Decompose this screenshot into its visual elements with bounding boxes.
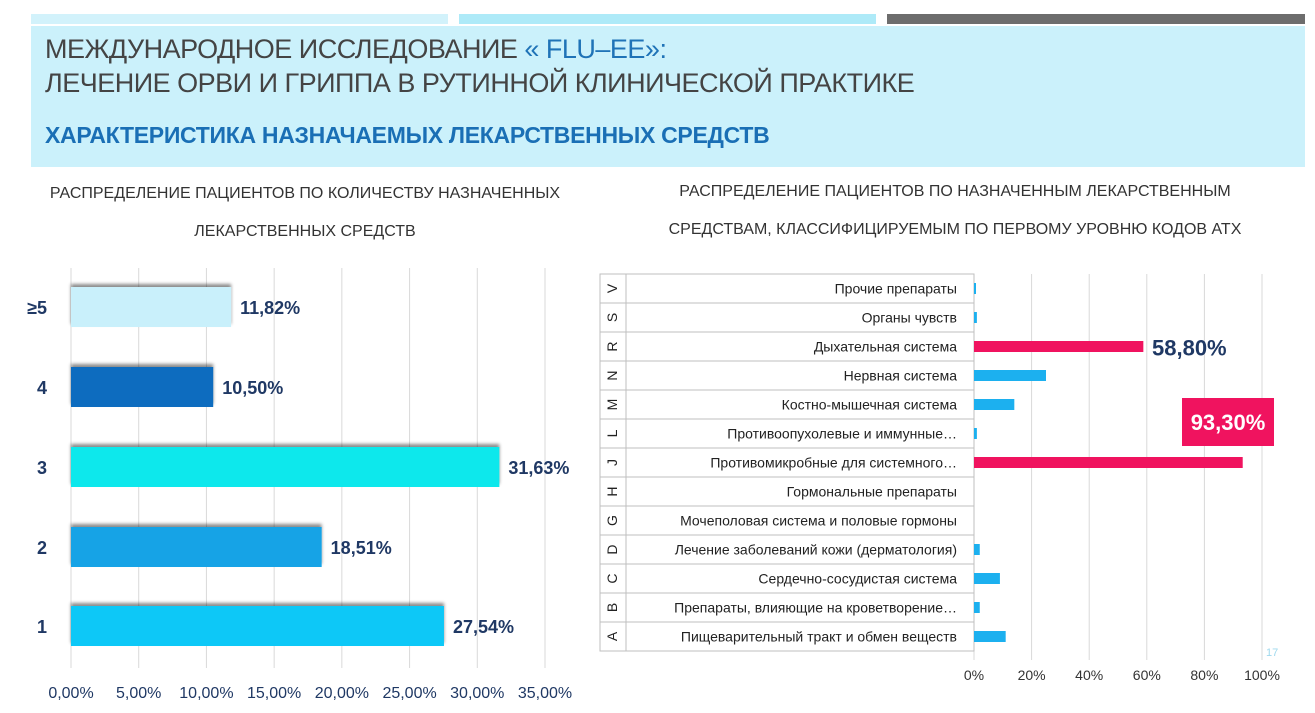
left-chart-title-line2: ЛЕКАРСТВЕННЫХ СРЕДСТВ bbox=[194, 223, 416, 240]
atc-category-label: Костно-мышечная система bbox=[781, 396, 957, 413]
left-x-tick-label: 5,00% bbox=[116, 685, 162, 702]
atc-code-label: V bbox=[604, 283, 620, 294]
highlight-value-label: 58,80% bbox=[1152, 335, 1227, 361]
left-value-label: 11,82% bbox=[240, 298, 301, 318]
left-bar bbox=[71, 606, 444, 646]
right-bar-chart bbox=[600, 274, 1280, 683]
right-x-tick-label: 100% bbox=[1244, 667, 1280, 683]
right-x-tick-label: 20% bbox=[1017, 667, 1046, 683]
atc-category-label: Препараты, влияющие на кроветворение… bbox=[674, 599, 957, 616]
right-bar bbox=[974, 341, 1143, 352]
right-chart-title-line1: РАСПРЕДЕЛЕНИЕ ПАЦИЕНТОВ ПО НАЗНАЧЕННЫМ ЛЕКАРСТВЕННЫМ bbox=[679, 183, 1231, 200]
left-chart-title-line1: РАСПРЕДЕЛЕНИЕ ПАЦИЕНТОВ ПО КОЛИЧЕСТВУ НАЗНАЧЕННЫХ bbox=[49, 185, 561, 202]
atc-category-label: Мочеполовая система и половые гормоны bbox=[680, 512, 957, 529]
atc-category-label: Противомикробные для системного… bbox=[710, 454, 957, 471]
right-bar bbox=[974, 428, 977, 439]
atc-code-label: N bbox=[604, 370, 620, 381]
atc-code-label: G bbox=[604, 515, 620, 526]
title-prefix: МЕЖДУНАРОДНОЕ ИССЛЕДОВАНИЕ bbox=[45, 34, 518, 64]
right-x-tick-label: 60% bbox=[1132, 667, 1161, 683]
atc-code-label: B bbox=[604, 602, 620, 613]
atc-code-label: M bbox=[604, 398, 620, 411]
left-value-label: 10,50% bbox=[222, 378, 284, 398]
atc-code-label: J bbox=[604, 459, 620, 466]
right-bar bbox=[974, 283, 976, 294]
atc-category-label: Пищеварительный тракт и обмен веществ bbox=[680, 628, 957, 645]
right-chart-title-line2: СРЕДСТВАМ, КЛАССИФИЦИРУЕМЫМ ПО ПЕРВОМУ УРОВНЮ КОДОВ АТХ bbox=[668, 221, 1242, 238]
slide-title-line2: ЛЕЧЕНИЕ ОРВИ И ГРИППА В РУТИННОЙ КЛИНИЧЕСКОЙ ПРАКТИКЕ bbox=[45, 68, 915, 98]
left-x-tick-label: 25,00% bbox=[382, 685, 437, 702]
atc-category-label: Гормональные препараты bbox=[786, 483, 957, 500]
right-bar bbox=[974, 457, 1243, 468]
left-x-tick-label: 10,00% bbox=[179, 685, 234, 702]
study-name: « FLU–EE»: bbox=[524, 34, 667, 64]
left-category-label: 3 bbox=[36, 458, 47, 478]
right-bar bbox=[974, 544, 980, 555]
atc-category-label: Противоопухолевые и иммунные… bbox=[727, 425, 957, 442]
atc-code-label: S bbox=[604, 312, 620, 323]
atc-code-label: C bbox=[604, 573, 620, 584]
left-bar bbox=[71, 527, 322, 567]
left-category-label: 1 bbox=[36, 617, 47, 637]
left-value-label: 18,51% bbox=[330, 538, 392, 558]
left-x-tick-label: 15,00% bbox=[247, 685, 302, 702]
right-bar bbox=[974, 399, 1014, 410]
left-bar bbox=[71, 367, 213, 407]
slide-subtitle: ХАРАКТЕРИСТИКА НАЗНАЧАЕМЫХ ЛЕКАРСТВЕННЫХ СРЕДСТВ bbox=[45, 122, 770, 148]
atc-code-label: A bbox=[604, 631, 620, 642]
left-bar bbox=[71, 287, 231, 327]
left-category-label: 4 bbox=[36, 378, 47, 398]
atc-category-label: Нервная система bbox=[843, 367, 957, 384]
left-value-label: 31,63% bbox=[508, 458, 570, 478]
right-bar bbox=[974, 370, 1046, 381]
atc-category-label: Лечение заболеваний кожи (дерматология) bbox=[674, 541, 957, 558]
left-x-tick-label: 35,00% bbox=[517, 685, 573, 702]
left-x-tick-label: 30,00% bbox=[450, 685, 505, 702]
atc-category-label: Органы чувств bbox=[861, 309, 957, 326]
atc-category-label: Сердечно-сосудистая система bbox=[758, 570, 957, 587]
right-bar bbox=[974, 312, 977, 323]
highlight-callout-label: 93,30% bbox=[1190, 410, 1266, 435]
left-bar bbox=[71, 447, 499, 487]
right-x-tick-label: 80% bbox=[1190, 667, 1219, 683]
left-category-label: 2 bbox=[36, 538, 47, 558]
left-value-label: 27,54% bbox=[452, 617, 515, 637]
right-bar bbox=[974, 602, 980, 613]
atc-code-label: H bbox=[604, 486, 620, 497]
left-bar-chart bbox=[27, 268, 572, 702]
right-bar bbox=[974, 631, 1006, 642]
atc-code-label: R bbox=[604, 341, 620, 352]
atc-code-label: L bbox=[604, 429, 620, 438]
left-category-label: ≥5 bbox=[27, 298, 47, 318]
atc-code-label: D bbox=[604, 544, 620, 555]
right-bar bbox=[974, 573, 1000, 584]
atc-category-label: Дыхательная система bbox=[813, 338, 957, 355]
page-number: 17 bbox=[1266, 647, 1279, 659]
left-x-tick-label: 0,00% bbox=[48, 685, 94, 702]
right-x-tick-label: 40% bbox=[1075, 667, 1104, 683]
right-x-tick-label: 0% bbox=[963, 667, 985, 683]
atc-category-label: Прочие препараты bbox=[834, 280, 957, 297]
left-x-tick-label: 20,00% bbox=[314, 685, 369, 702]
